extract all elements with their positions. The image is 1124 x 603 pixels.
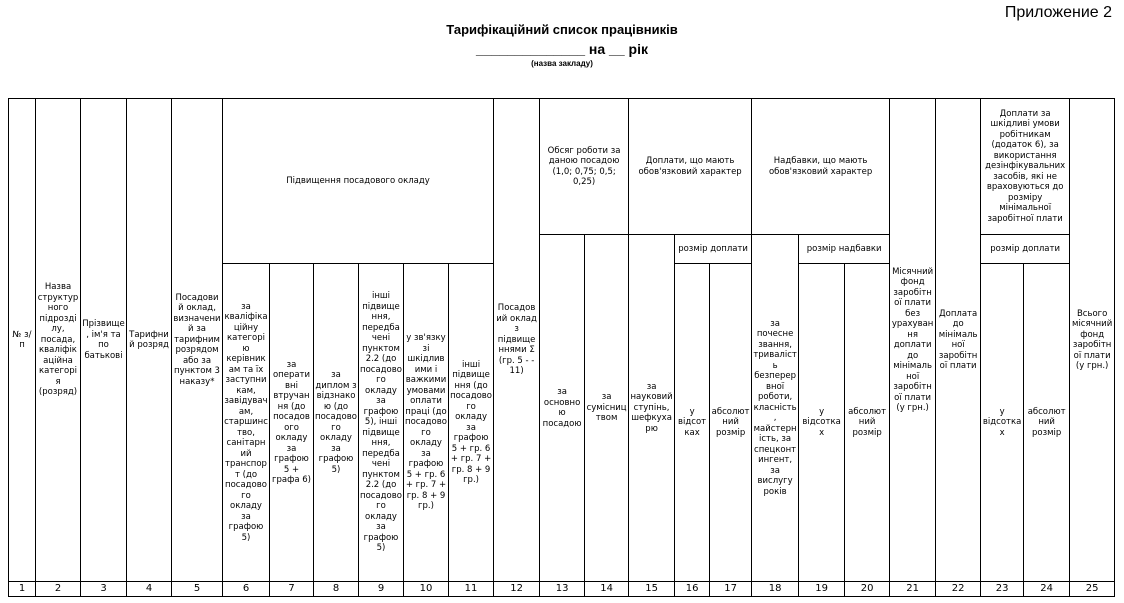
sub-harmful-header: розмір доплати: [981, 235, 1070, 264]
column-number: 20: [845, 582, 890, 597]
col-24-header: абсолютний розмір: [1024, 264, 1070, 582]
col-20-header: абсолютний розмір: [845, 264, 890, 582]
institution-note: (назва закладу): [531, 59, 593, 68]
col-5-header: Посадовий оклад, визначений за тарифним розрядом або за пунктом 3 наказу*: [172, 99, 223, 582]
column-number: 13: [540, 582, 585, 597]
col-19-header: у відсотках: [799, 264, 845, 582]
col-14-header: за сумісництвом: [585, 235, 629, 582]
col-21-header: Місячний фонд заробітної плати без урахування доплати до мінімальної заробітної плати (у грн.): [890, 99, 936, 582]
col-23-header: у відсотках: [981, 264, 1024, 582]
col-10-header: у зв'язку зі шкідливими і важкими умовами оплати праці (до посадового окладу за графою 5 + гр. 6 + гр. 7 + гр. 8 + 9 гр.): [404, 264, 449, 582]
column-number: 11: [449, 582, 494, 597]
column-number: 23: [981, 582, 1024, 597]
group-volume-header: Обсяг роботи за даною посадою (1,0; 0,75; 0,5; 0,25): [540, 99, 629, 235]
col-8-header: за диплом з відзнакою (до посадового окладу за графою 5): [314, 264, 359, 582]
column-number: 16: [675, 582, 710, 597]
column-number: 5: [172, 582, 223, 597]
appendix-label: Приложение 2: [1004, 4, 1112, 21]
column-number: 12: [494, 582, 540, 597]
column-number: 21: [890, 582, 936, 597]
col-18-header: за почесне звання, тривалість безперервної роботи, класність, майстерність, за спецконтингент, за вислугу років: [752, 235, 799, 582]
column-number: 19: [799, 582, 845, 597]
column-number: 4: [127, 582, 172, 597]
col-6-header: за кваліфікаційну категорію керівникам та їх заступникам, завідувачам, старшинство, санітарний транспорт (до посадового окладу за графою 5): [223, 264, 270, 582]
sub-required-header: розмір доплати: [675, 235, 752, 264]
column-number: 25: [1070, 582, 1115, 597]
tariff-table: [8, 98, 1115, 597]
col-7-header: за оперативні втручання (до посадового окладу за графою 5 + графа 6): [270, 264, 314, 582]
column-number: 17: [710, 582, 752, 597]
column-number: 14: [585, 582, 629, 597]
sub-bonus-header: розмір надбавки: [799, 235, 890, 264]
column-number: 8: [314, 582, 359, 597]
column-number: 3: [81, 582, 127, 597]
col-15-header: за науковий ступінь, шефкухарю: [629, 235, 675, 582]
column-number: 15: [629, 582, 675, 597]
col-11-header: інші підвищення (до посадового окладу за графою 5 + гр. 6 + гр. 7 + гр. 8 + 9 гр.): [449, 264, 494, 582]
column-number: 22: [936, 582, 981, 597]
group-harmful-header: Доплати за шкідливі умови робітникам (додаток 6), за використання дезінфікувальних засобів, які не враховуються до розміру мінімальної заробітної плати: [981, 99, 1070, 235]
col-12-header: Посадовий оклад з підвищеннями Σ (гр. 5 - - 11): [494, 99, 540, 582]
group-required-header: Доплати, що мають обов'язковий характер: [629, 99, 752, 235]
column-number: 10: [404, 582, 449, 597]
column-number: 2: [36, 582, 81, 597]
col-4-header: Тарифний розряд: [127, 99, 172, 582]
column-number: 7: [270, 582, 314, 597]
document-subtitle: ______________ на __ рік: [476, 41, 648, 57]
document-title: Тарифікаційний список працівників: [446, 22, 678, 37]
col-3-header: Прізвище, ім'я та по батькові: [81, 99, 127, 582]
column-number: 6: [223, 582, 270, 597]
group-bonus-header: Надбавки, що мають обов'язковий характер: [752, 99, 890, 235]
col-17-header: абсолютний розмір: [710, 264, 752, 582]
group-raise-header: Підвищення посадового окладу: [223, 99, 494, 264]
column-number-row: [9, 582, 1115, 597]
column-number: 1: [9, 582, 36, 597]
column-number: 24: [1024, 582, 1070, 597]
col-2-header: Назва структурного підрозділу, посада, кваліфікаційна категорія (розряд): [36, 99, 81, 582]
column-number: 9: [359, 582, 404, 597]
col-25-header: Всього місячний фонд заробітної плати (у грн.): [1070, 99, 1115, 582]
col-9-header: інші підвищення, передбачені пунктом 2.2 (до посадового окладу за графою 5), інші підвищення, передбачені пунктом 2.2 (до посадового окладу за графою 5): [359, 264, 404, 582]
col-13-header: за основною посадою: [540, 235, 585, 582]
col-1-header: № з/п: [9, 99, 36, 582]
col-16-header: у відсотках: [675, 264, 710, 582]
col-22-header: Доплата до мінімальної заробітної плати: [936, 99, 981, 582]
column-number: 18: [752, 582, 799, 597]
